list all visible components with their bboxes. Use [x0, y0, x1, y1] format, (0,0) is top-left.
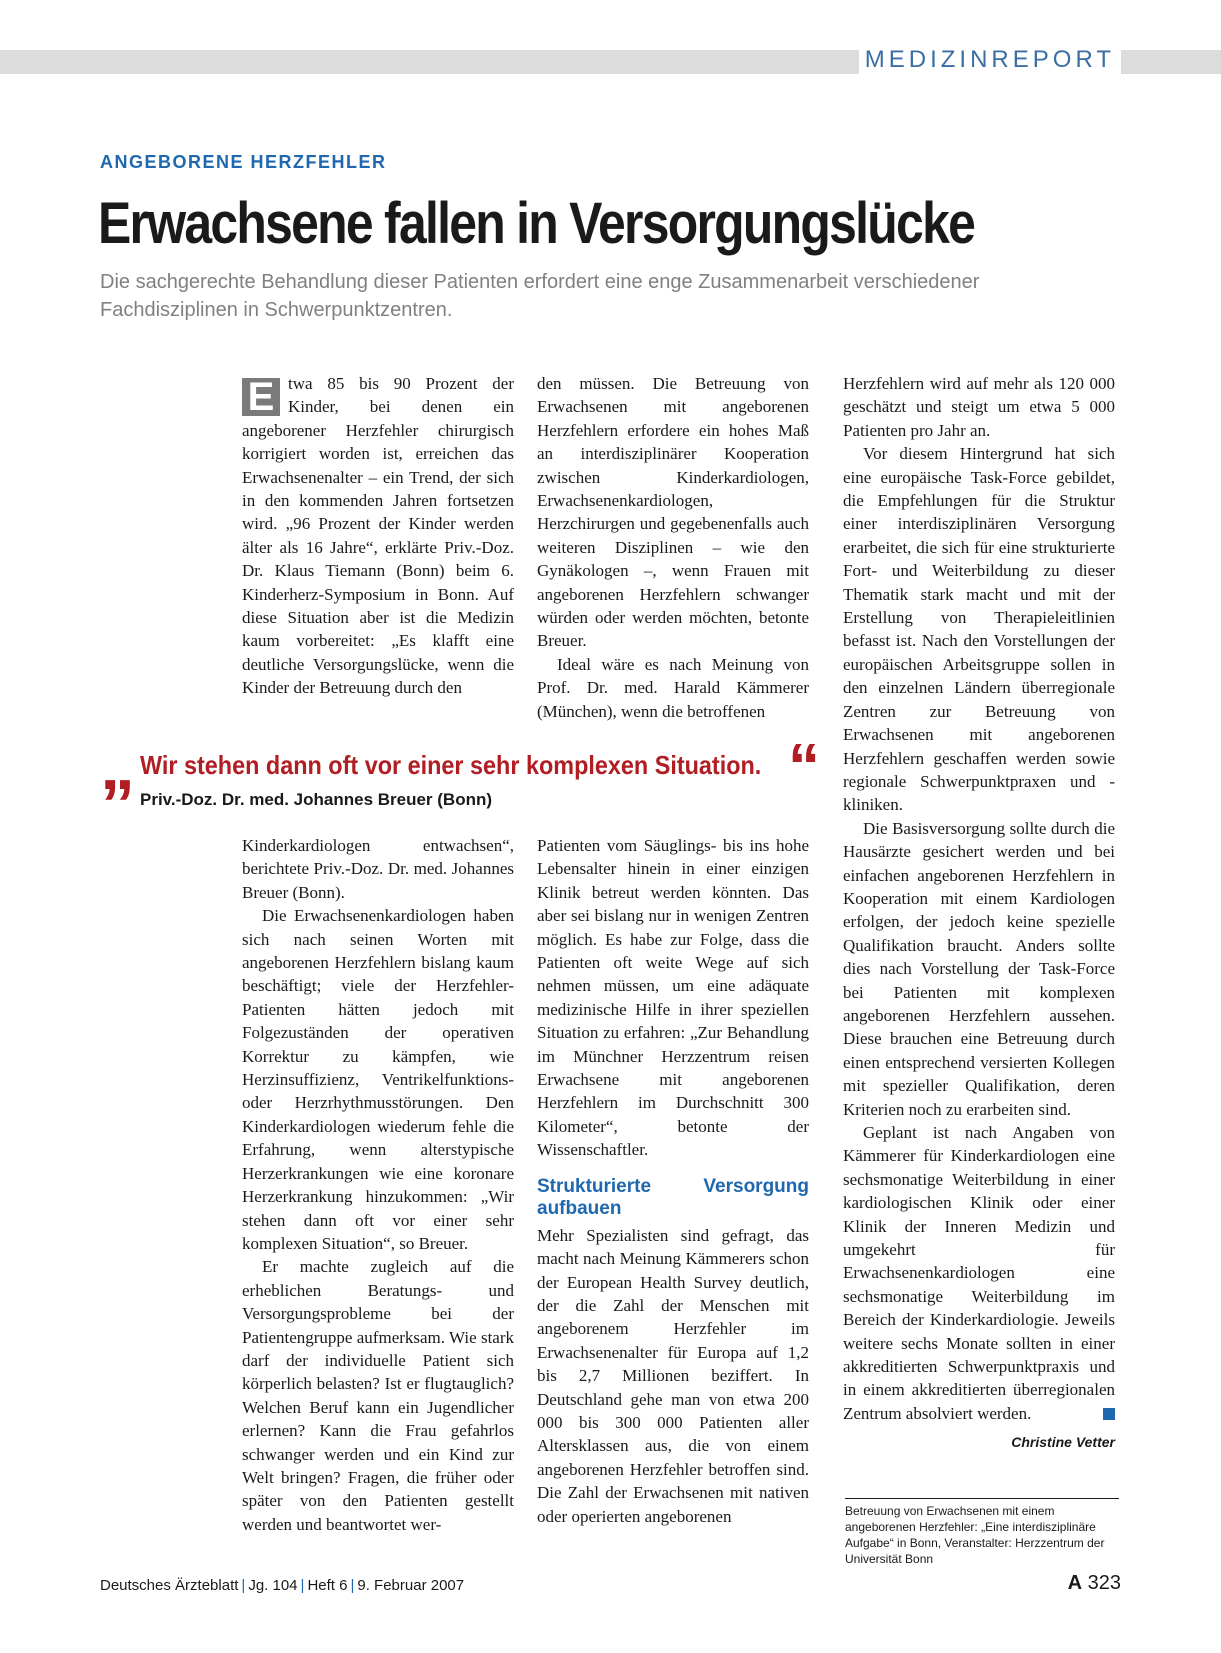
end-mark-icon: [1103, 1408, 1115, 1420]
page-prefix: A: [1067, 1572, 1083, 1594]
article-headline: Erwachsene fallen in Versorgungslücke: [98, 191, 975, 256]
paragraph: Vor diesem Hintergrund hat sich eine europäische Task-Force gebildet, die Empfehlungen für die Struktur einer interdisziplinären Versorgung erarbeitet, die sich für eine strukturierte Fort- und Weiterbildung zu dieser Thematik stark macht und mit der Erstellung von Therapieleitlinien befasst ist. Nach den Vorstellungen der europäischen Arbeitsgruppe sollen in den einzelnen Ländern überregionale Zentren zur Betreuung von Erwachsenen mit angeborenen Herzfehlern geschaffen werden sowie regionale Schwerpunktpraxen und -kliniken.: [843, 444, 1115, 815]
article-subtitle: Die sachgerechte Behandlung dieser Patienten erfordert eine enge Zusammenarbeit verschiedener Fachdisziplinen in Schwerpunktzentren.: [100, 271, 980, 321]
separator: |: [241, 1577, 246, 1594]
paragraph: Geplant ist nach Angaben von Kämmerer für Kinderkardiologen eine sechsmonatige Weiterbildung in einer kardiologischen Klinik oder einer Klinik der Inneren Medizin und umgekehrt für Erwachsenenkardiologen eine sechsmonatige Weiterbildung im Bereich der Kinderkardiologie. Jeweils weitere sechs Monate sollten in einer akkreditierten Schwerpunktpraxis und in einem akkreditierten überregionalen Zentrum absolviert werden.: [843, 1123, 1115, 1423]
pull-quote-text: Wir stehen dann oft vor einer sehr komplexen Situation.: [140, 750, 762, 780]
journal-issue: Heft 6: [307, 1577, 348, 1594]
paragraph: Die Basisversorgung sollte durch die Hausärzte gesichert werden und bei einfachen angeborenen Herzfehlern in Kooperation mit einem Kardiologen erfolgen, der jedoch keine spezielle Qualifikation braucht. Anders sollte dies nach Vorstellung der Task-Force bei Patienten mit komplexen angeborenen Herzfehlern aussehen. Diese brauchen eine Betreuung durch einen entsprechend versierten Kollegen mit spezieller Qualifikation, deren Kriterien noch zu erarbeiten sind.: [843, 818, 1115, 1119]
pull-quote: [100, 726, 830, 816]
column-1-top: [242, 372, 514, 700]
pull-quote-attribution: Priv.-Doz. Dr. med. Johannes Breuer (Bonn): [140, 790, 493, 809]
column-1-bottom: [242, 834, 514, 1536]
drop-cap: E: [242, 378, 280, 416]
column-3: [843, 372, 1115, 1455]
column-2-top: [537, 372, 809, 723]
article-subhead: Strukturierte Versorgung aufbauen: [537, 1175, 809, 1219]
paragraph: Die Erwachsenenkardiologen haben sich nach seinen Worten mit angeborenen Herzfehlern bislang kaum beschäftigt; viele der Herzfehler-Patienten hätten jedoch mit Folgezuständen der operativen Korrektur zu kämpfen, wie Herzinsuffizienz, Ventrikelfunktions- oder Herzrhythmusstörungen. Den Kinderkardiologen wiederum fehle die Erfahrung, wenn alterstypische Herzerkrankungen wie eine koronare Herzerkrankung hinzukommen: „Wir stehen dann oft vor einer sehr komplexen Situation“, so Breuer.: [242, 906, 514, 1253]
paragraph: E twa 85 bis 90 Prozent der Kinder, bei denen ein angeborener Herzfehler chirurgisch korrigiert worden ist, erreichen das Erwachsenenalter – ein Trend, der sich in den kommenden Jahren fortsetzen wird. „96 Prozent der Kinder werden älter als 16 Jahre“, erklärte Priv.-Doz. Dr. Klaus Tiemann (Bonn) beim 6. Kinderherz-Symposium in Bonn. Auf diese Situation aber ist die Medizin kaum vorbereitet: „Es klafft eine deutliche Versorgungslücke, wenn die Kinder der Betreuung durch den: [242, 374, 514, 698]
journal-name: Deutsches Ärzteblatt: [100, 1577, 239, 1594]
page-number-value: 323: [1087, 1572, 1121, 1594]
journal-volume: Jg. 104: [248, 1577, 298, 1594]
paragraph: Ideal wäre es nach Meinung von Prof. Dr. med. Harald Kämmerer (München), wenn die betroffenen: [537, 654, 809, 721]
separator: |: [300, 1577, 305, 1594]
journal-date: 9. Februar 2007: [357, 1577, 465, 1594]
quote-close-mark: “: [788, 730, 820, 802]
separator: |: [350, 1577, 355, 1594]
paragraph: den müssen. Die Betreuung von Erwachsenen mit angeborenen Herzfehlern erfordere ein hohes Maß an interdisziplinärer Kooperation zwischen Kinderkardiologen, Erwachsenenkardiologen, Herzchirurgen und gegebenenfalls auch weiteren Disziplinen – wie den Gynäkologen –, wenn Frauen mit angeborenen Herzfehlern schwanger würden oder werden möchten, betonte Breuer.: [537, 374, 809, 651]
article-kicker: ANGEBORENE HERZFEHLER: [100, 152, 387, 172]
footer-citation: [100, 1577, 464, 1594]
info-box: Betreuung von Erwachsenen mit einem angeborenen Herzfehler: „Eine interdisziplinäre Aufgabe“ in Bonn, Veranstalter: Herzzentrum der Universität Bonn: [845, 1498, 1119, 1567]
paragraph: Mehr Spezialisten sind gefragt, das macht nach Meinung Kämmerers schon der European Health Survey deutlich, der die Zahl der Menschen mit angeborenem Herzfehler im Erwachsenenalter für Europa auf 1,2 bis 2,7 Millionen beziffert. In Deutschland gehe man von etwa 200 000 bis 300 000 Patienten aller Altersklassen aus, die von einem angeborenen Herzfehler betroffen sind. Die Zahl der Erwachsenen mit nativen oder operierten angeborenen: [537, 1225, 809, 1526]
paragraph: Patienten vom Säuglings- bis ins hohe Lebensalter hinein in einer einzigen Klinik betreut werden könnten. Das aber sei bislang nur in wenigen Zentren möglich. Es habe zur Folge, dass die Patienten oft weite Wege auf sich nehmen müssen, um eine adäquate medizinische Hilfe in ihrer speziellen Situation zu erfahren: „Zur Behandlung im Münchner Herzzentrum reisen Erwachsene mit angeborenen Herzfehlern im Durchschnitt 300 Kilometer“, betonte der Wissenschaftler.: [537, 836, 809, 1160]
quote-open-mark: „: [100, 726, 135, 804]
paragraph: Er machte zugleich auf die erheblichen Beratungs- und Versorgungsprobleme bei der Patientengruppe aufmerksam. Wie stark darf der individuelle Patient sich körperlich belasten? Ist er flugtauglich? Welchen Beruf kann ein Jugendlicher erlernen? Kann die Frau gefahrlos schwanger werden und ein Kind zur Welt bringen? Fragen, die früher oder später von den Patienten gestellt werden und beantwortet wer-: [242, 1257, 514, 1534]
paragraph: Kinderkardiologen entwachsen“, berichtete Priv.-Doz. Dr. med. Johannes Breuer (Bonn).: [242, 836, 514, 902]
column-2-bottom: [537, 834, 809, 1528]
paragraph: Herzfehlern wird auf mehr als 120 000 geschätzt und steigt um etwa 5 000 Patienten pro Jahr an.: [843, 374, 1115, 440]
author-byline: Christine Vetter: [1011, 1434, 1115, 1451]
page-number: [1068, 1572, 1121, 1595]
section-label: MEDIZINREPORT: [859, 46, 1121, 74]
